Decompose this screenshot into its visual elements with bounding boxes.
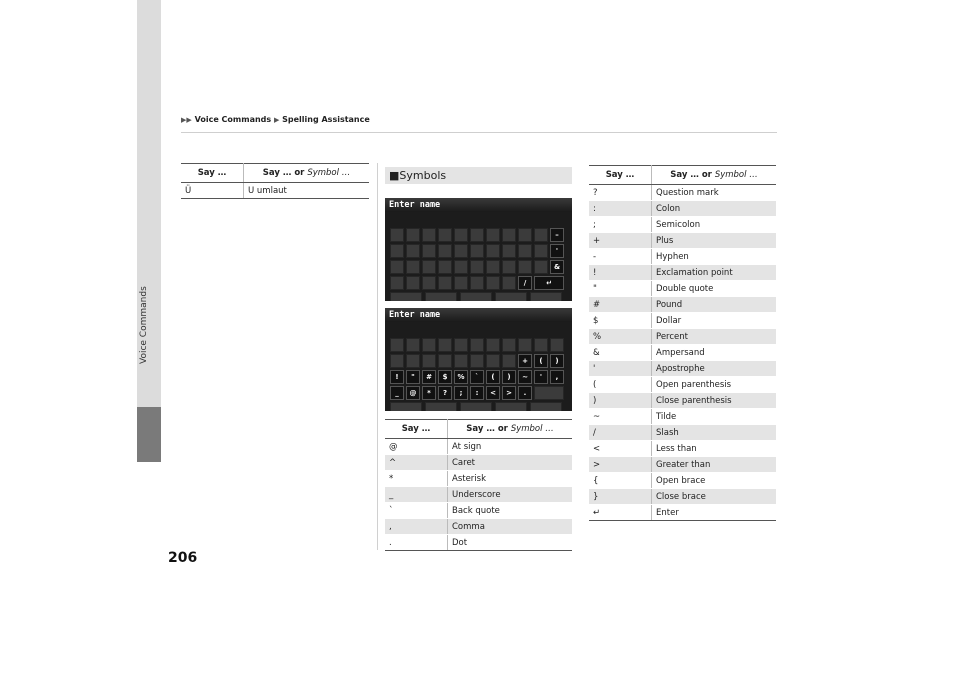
- column-header-prefix: Say … or: [670, 170, 715, 180]
- symbol-name-cell: Semicolon: [652, 217, 777, 233]
- key-row: [390, 276, 564, 291]
- function-key-row: [390, 292, 562, 301]
- table-row: [385, 519, 572, 535]
- symbol-cell: @: [385, 439, 448, 455]
- key[interactable]: [454, 244, 468, 258]
- symbol-cell: :: [589, 201, 652, 217]
- key[interactable]: [422, 338, 436, 352]
- function-key[interactable]: [530, 292, 562, 301]
- key-apostrophe[interactable]: ': [534, 370, 548, 384]
- column-header-say: [385, 420, 448, 439]
- key[interactable]: [502, 260, 516, 274]
- column-header-symbol: [448, 420, 573, 439]
- symbol-name-cell: Tilde: [652, 409, 777, 425]
- key-percent[interactable]: %: [454, 370, 468, 384]
- table-row: [589, 489, 776, 505]
- key-less-than[interactable]: <: [486, 386, 500, 400]
- column-header-say: [589, 166, 652, 185]
- key[interactable]: [390, 276, 404, 290]
- symbol-cell: .: [385, 535, 448, 551]
- table-row: [589, 361, 776, 377]
- symbol-cell: ,: [385, 519, 448, 535]
- key[interactable]: [502, 276, 516, 290]
- key[interactable]: [406, 276, 420, 290]
- key-greater-than[interactable]: >: [502, 386, 516, 400]
- key-underscore[interactable]: _: [390, 386, 404, 400]
- key[interactable]: [470, 354, 484, 368]
- symbol-name-cell: Exclamation point: [652, 265, 777, 281]
- column-header-say-text: Say …: [197, 168, 227, 178]
- table-row: [385, 471, 572, 487]
- table-row: [589, 425, 776, 441]
- key-plus[interactable]: +: [518, 354, 532, 368]
- key[interactable]: [502, 354, 516, 368]
- key-row: [390, 354, 564, 369]
- function-key-row: [390, 402, 562, 411]
- table-row: [385, 455, 572, 471]
- key-row: [390, 370, 564, 385]
- key-double-quote[interactable]: ": [406, 370, 420, 384]
- symbol-cell: ?: [589, 185, 652, 201]
- key[interactable]: [486, 260, 500, 274]
- symbol-cell: %: [589, 329, 652, 345]
- function-key[interactable]: [495, 402, 527, 411]
- table-row: [589, 249, 776, 265]
- table-row: [589, 505, 776, 521]
- symbol-name-cell: Enter: [652, 505, 777, 521]
- symbol-cell: !: [589, 265, 652, 281]
- function-key[interactable]: [460, 402, 492, 411]
- column-divider: [377, 163, 378, 550]
- breadcrumb-arrow-icon: ▶: [273, 116, 280, 124]
- symbol-name-cell: Colon: [652, 201, 777, 217]
- key[interactable]: [470, 276, 484, 290]
- table-row: [385, 439, 572, 455]
- symbol-cell: ^: [385, 455, 448, 471]
- symbol-cell: &: [589, 345, 652, 361]
- key[interactable]: [390, 260, 404, 274]
- header-rule: [181, 132, 777, 133]
- key[interactable]: [470, 228, 484, 242]
- key-open-parenthesis[interactable]: (: [486, 370, 500, 384]
- symbol-name-cell: Open brace: [652, 473, 777, 489]
- table-row: [589, 313, 776, 329]
- key-enter-icon[interactable]: ↵: [534, 276, 564, 290]
- function-key[interactable]: [390, 402, 422, 411]
- key[interactable]: [486, 338, 500, 352]
- symbol-cell: ': [589, 361, 652, 377]
- key[interactable]: [534, 338, 548, 352]
- key-apostrophe[interactable]: ': [550, 244, 564, 258]
- key[interactable]: [502, 244, 516, 258]
- column-header-em: Symbol …: [510, 424, 554, 434]
- symbol-name-cell: Dollar: [652, 313, 777, 329]
- function-key[interactable]: [425, 292, 457, 301]
- key[interactable]: [486, 244, 500, 258]
- key[interactable]: [502, 338, 516, 352]
- symbol-cell: `: [385, 503, 448, 519]
- section-title: ■Symbols: [385, 167, 572, 184]
- key[interactable]: [390, 244, 404, 258]
- column-header-prefix: Say … or: [466, 424, 511, 434]
- symbol-name-cell: Plus: [652, 233, 777, 249]
- key-close-parenthesis[interactable]: ): [502, 370, 516, 384]
- breadcrumb: [181, 115, 370, 124]
- symbol-table-right: [589, 165, 776, 521]
- key-back-quote[interactable]: `: [470, 370, 484, 384]
- keyboard-screen-letters: [385, 198, 572, 301]
- key[interactable]: [406, 354, 420, 368]
- key-row: [390, 244, 564, 259]
- key[interactable]: [502, 228, 516, 242]
- symbol-name-cell: Dot: [448, 535, 573, 551]
- symbol-name-cell: Greater than: [652, 457, 777, 473]
- key-dot[interactable]: .: [518, 386, 532, 400]
- key[interactable]: [390, 354, 404, 368]
- symbol-name-cell: Close parenthesis: [652, 393, 777, 409]
- key-slash[interactable]: /: [518, 276, 532, 290]
- symbol-name-cell: Comma: [448, 519, 573, 535]
- key[interactable]: [486, 276, 500, 290]
- function-key[interactable]: [530, 402, 562, 411]
- table-row: [385, 503, 572, 519]
- breadcrumb-voice-commands[interactable]: Voice Commands: [194, 115, 272, 124]
- key[interactable]: [390, 228, 404, 242]
- keyboard-screen-symbols: [385, 308, 572, 411]
- breadcrumb-arrow-icon: ▶▶: [181, 116, 192, 124]
- key[interactable]: [454, 354, 468, 368]
- key-close-brace[interactable]: ): [550, 354, 564, 368]
- column-header-say-text: Say …: [401, 424, 431, 434]
- key-asterisk[interactable]: *: [422, 386, 436, 400]
- key[interactable]: [518, 244, 532, 258]
- symbol-name-cell: Asterisk: [448, 471, 573, 487]
- breadcrumb-spelling-assistance[interactable]: Spelling Assistance: [282, 115, 370, 124]
- symbol-cell: /: [589, 425, 652, 441]
- table-row: [589, 297, 776, 313]
- symbol-cell: <: [589, 441, 652, 457]
- key[interactable]: [438, 276, 452, 290]
- key[interactable]: [454, 228, 468, 242]
- symbol-name-cell: Underscore: [448, 487, 573, 503]
- column-header-prefix: Say … or: [262, 168, 308, 178]
- side-tab-label: Voice Commands: [139, 286, 149, 364]
- table-row: [589, 265, 776, 281]
- page-number: 206: [168, 550, 198, 566]
- table-row: [589, 201, 776, 217]
- table-row: [181, 183, 369, 199]
- symbol-cell: ~: [589, 409, 652, 425]
- key[interactable]: [518, 338, 532, 352]
- key[interactable]: [470, 244, 484, 258]
- symbol-name-cell: Close brace: [652, 489, 777, 505]
- key[interactable]: [422, 228, 436, 242]
- table-row: [589, 377, 776, 393]
- key[interactable]: [422, 260, 436, 274]
- key[interactable]: [454, 260, 468, 274]
- function-key[interactable]: [495, 292, 527, 301]
- symbol-name-cell: Less than: [652, 441, 777, 457]
- column-header-say: [181, 164, 244, 183]
- key[interactable]: [486, 228, 500, 242]
- key[interactable]: [518, 228, 532, 242]
- symbol-cell: >: [589, 457, 652, 473]
- symbol-cell: #: [589, 297, 652, 313]
- key-dollar[interactable]: $: [438, 370, 452, 384]
- key-pound[interactable]: #: [422, 370, 436, 384]
- key[interactable]: [406, 338, 420, 352]
- table-row: [589, 185, 776, 201]
- key-hyphen[interactable]: –: [550, 228, 564, 242]
- key-colon[interactable]: :: [470, 386, 484, 400]
- symbol-cell: ": [589, 281, 652, 297]
- table-row: [385, 487, 572, 503]
- key-row: [390, 260, 564, 275]
- key[interactable]: [534, 260, 548, 274]
- symbol-name-cell: Slash: [652, 425, 777, 441]
- key[interactable]: [438, 354, 452, 368]
- key[interactable]: [406, 244, 420, 258]
- table-row: [589, 281, 776, 297]
- function-key[interactable]: [390, 292, 422, 301]
- symbol-cell: +: [589, 233, 652, 249]
- symbol-cell: Ü: [181, 183, 244, 199]
- table-row: [385, 535, 572, 551]
- symbol-name-cell: Ampersand: [652, 345, 777, 361]
- key-enter-icon[interactable]: [534, 386, 564, 400]
- key[interactable]: [406, 228, 420, 242]
- key[interactable]: [470, 260, 484, 274]
- column-header-em: Symbol …: [307, 168, 351, 178]
- key[interactable]: [454, 276, 468, 290]
- symbol-name-cell: Open parenthesis: [652, 377, 777, 393]
- key[interactable]: [534, 228, 548, 242]
- table-row: [589, 345, 776, 361]
- symbol-name-cell: Apostrophe: [652, 361, 777, 377]
- table-row: [589, 409, 776, 425]
- symbol-cell: (: [589, 377, 652, 393]
- symbol-name-cell: Hyphen: [652, 249, 777, 265]
- key-at-sign[interactable]: @: [406, 386, 420, 400]
- screen-title: Enter name: [385, 198, 572, 212]
- symbol-name-cell: Pound: [652, 297, 777, 313]
- symbol-name-cell: Question mark: [652, 185, 777, 201]
- table-row: [589, 441, 776, 457]
- symbol-cell: ;: [589, 217, 652, 233]
- key-tilde[interactable]: ~: [518, 370, 532, 384]
- column-header-em: Symbol …: [714, 170, 758, 180]
- symbol-table-left: [181, 163, 369, 199]
- key-open-brace[interactable]: (: [534, 354, 548, 368]
- key-row: [390, 338, 564, 353]
- key[interactable]: [438, 228, 452, 242]
- column-header-symbol: [244, 164, 370, 183]
- symbol-name-cell: Double quote: [652, 281, 777, 297]
- table-row: [589, 329, 776, 345]
- key[interactable]: [470, 338, 484, 352]
- key[interactable]: [406, 260, 420, 274]
- key-comma[interactable]: ,: [550, 370, 564, 384]
- key-ampersand[interactable]: &: [550, 260, 564, 274]
- function-key[interactable]: [460, 292, 492, 301]
- key[interactable]: [534, 244, 548, 258]
- key[interactable]: [438, 244, 452, 258]
- symbol-cell: }: [589, 489, 652, 505]
- table-row: [589, 473, 776, 489]
- symbol-name-cell: At sign: [448, 439, 573, 455]
- key[interactable]: [422, 276, 436, 290]
- table-row: [589, 217, 776, 233]
- key[interactable]: [438, 260, 452, 274]
- key-row: [390, 228, 564, 243]
- key-semicolon[interactable]: ;: [454, 386, 468, 400]
- symbol-cell: {: [589, 473, 652, 489]
- key[interactable]: [486, 354, 500, 368]
- symbol-cell: _: [385, 487, 448, 503]
- symbol-table-middle: [385, 419, 572, 551]
- symbol-cell: $: [589, 313, 652, 329]
- function-key[interactable]: [425, 402, 457, 411]
- table-row: [589, 393, 776, 409]
- key-question-mark[interactable]: ?: [438, 386, 452, 400]
- column-header-say-text: Say …: [605, 170, 635, 180]
- key[interactable]: [438, 338, 452, 352]
- symbol-name-cell: U umlaut: [244, 183, 370, 199]
- symbol-cell: ): [589, 393, 652, 409]
- column-header-symbol: [652, 166, 777, 185]
- symbol-cell: ↵: [589, 505, 652, 521]
- symbol-name-cell: Back quote: [448, 503, 573, 519]
- symbol-name-cell: Caret: [448, 455, 573, 471]
- symbol-cell: -: [589, 249, 652, 265]
- key-exclamation[interactable]: !: [390, 370, 404, 384]
- table-row: [589, 233, 776, 249]
- symbol-name-cell: Percent: [652, 329, 777, 345]
- key[interactable]: [422, 354, 436, 368]
- key-row: [390, 386, 564, 401]
- key[interactable]: [454, 338, 468, 352]
- screen-title: Enter name: [385, 308, 572, 322]
- table-row: [589, 457, 776, 473]
- key[interactable]: [518, 260, 532, 274]
- key[interactable]: [390, 338, 404, 352]
- key[interactable]: [550, 338, 564, 352]
- key[interactable]: [422, 244, 436, 258]
- symbol-cell: *: [385, 471, 448, 487]
